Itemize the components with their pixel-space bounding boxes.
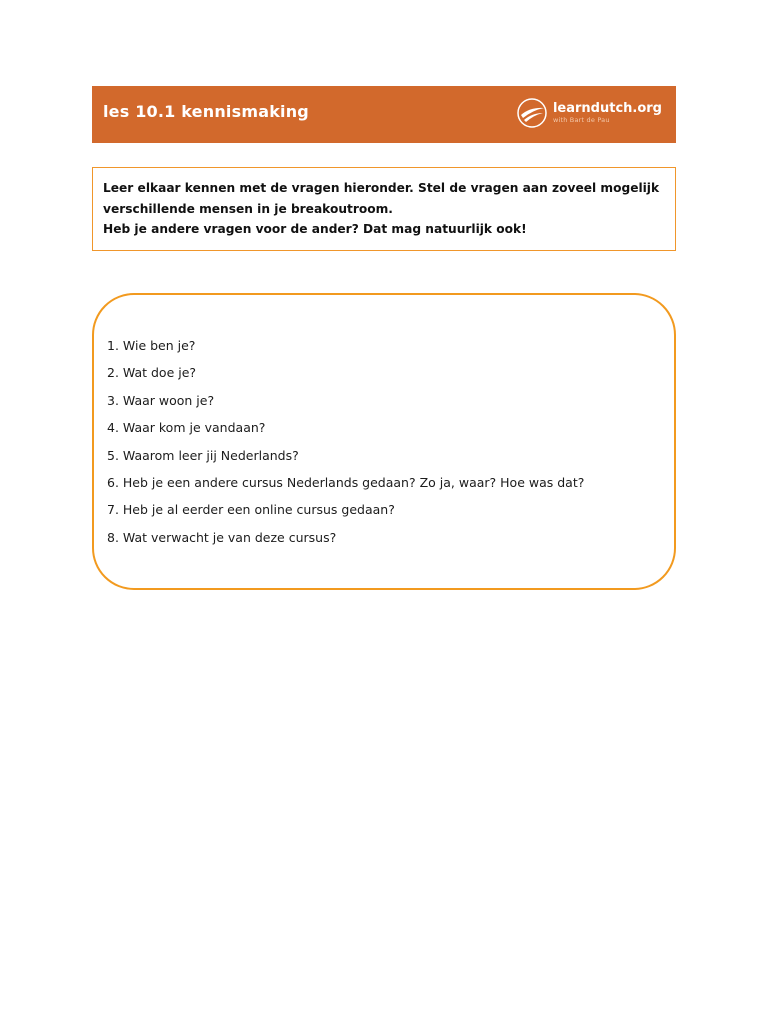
question-item: 8. Wat verwacht je van deze cursus? [107,529,337,545]
instruction-line: Heb je andere vragen voor de ander? Dat mag natuurlijk ook! [103,222,527,236]
question-item: 4. Waar kom je vandaan? [107,420,266,436]
questions-box [92,293,676,590]
question-item: 2. Wat doe je? [107,365,197,381]
instruction-line: verschillende mensen in je breakoutroom. [103,201,393,216]
question-item: 6. Heb je een andere cursus Nederlands gedaan? Zo ja, waar? Hoe was dat? [107,474,585,490]
instruction-line: Leer elkaar kennen met de vragen hieronder. Stel de vragen aan zoveel mogelijk [103,181,660,195]
lesson-header [92,86,676,143]
logo-tagline: with Bart de Pau [552,116,610,125]
lesson-title: les 10.1 kennismaking [103,102,309,121]
question-item: 1. Wie ben je? [107,338,196,353]
logo-text: learndutch.org [552,101,662,117]
question-list [107,332,584,551]
instruction-box [92,167,676,251]
logo-swoosh-icon [517,98,547,128]
instruction-text [103,178,663,240]
question-item: 5. Waarom leer jij Nederlands? [107,447,299,463]
question-item: 7. Heb je al eerder een online cursus gedaan? [107,502,395,518]
question-item: 3. Waar woon je? [107,392,215,408]
learndutch-logo [517,97,662,129]
